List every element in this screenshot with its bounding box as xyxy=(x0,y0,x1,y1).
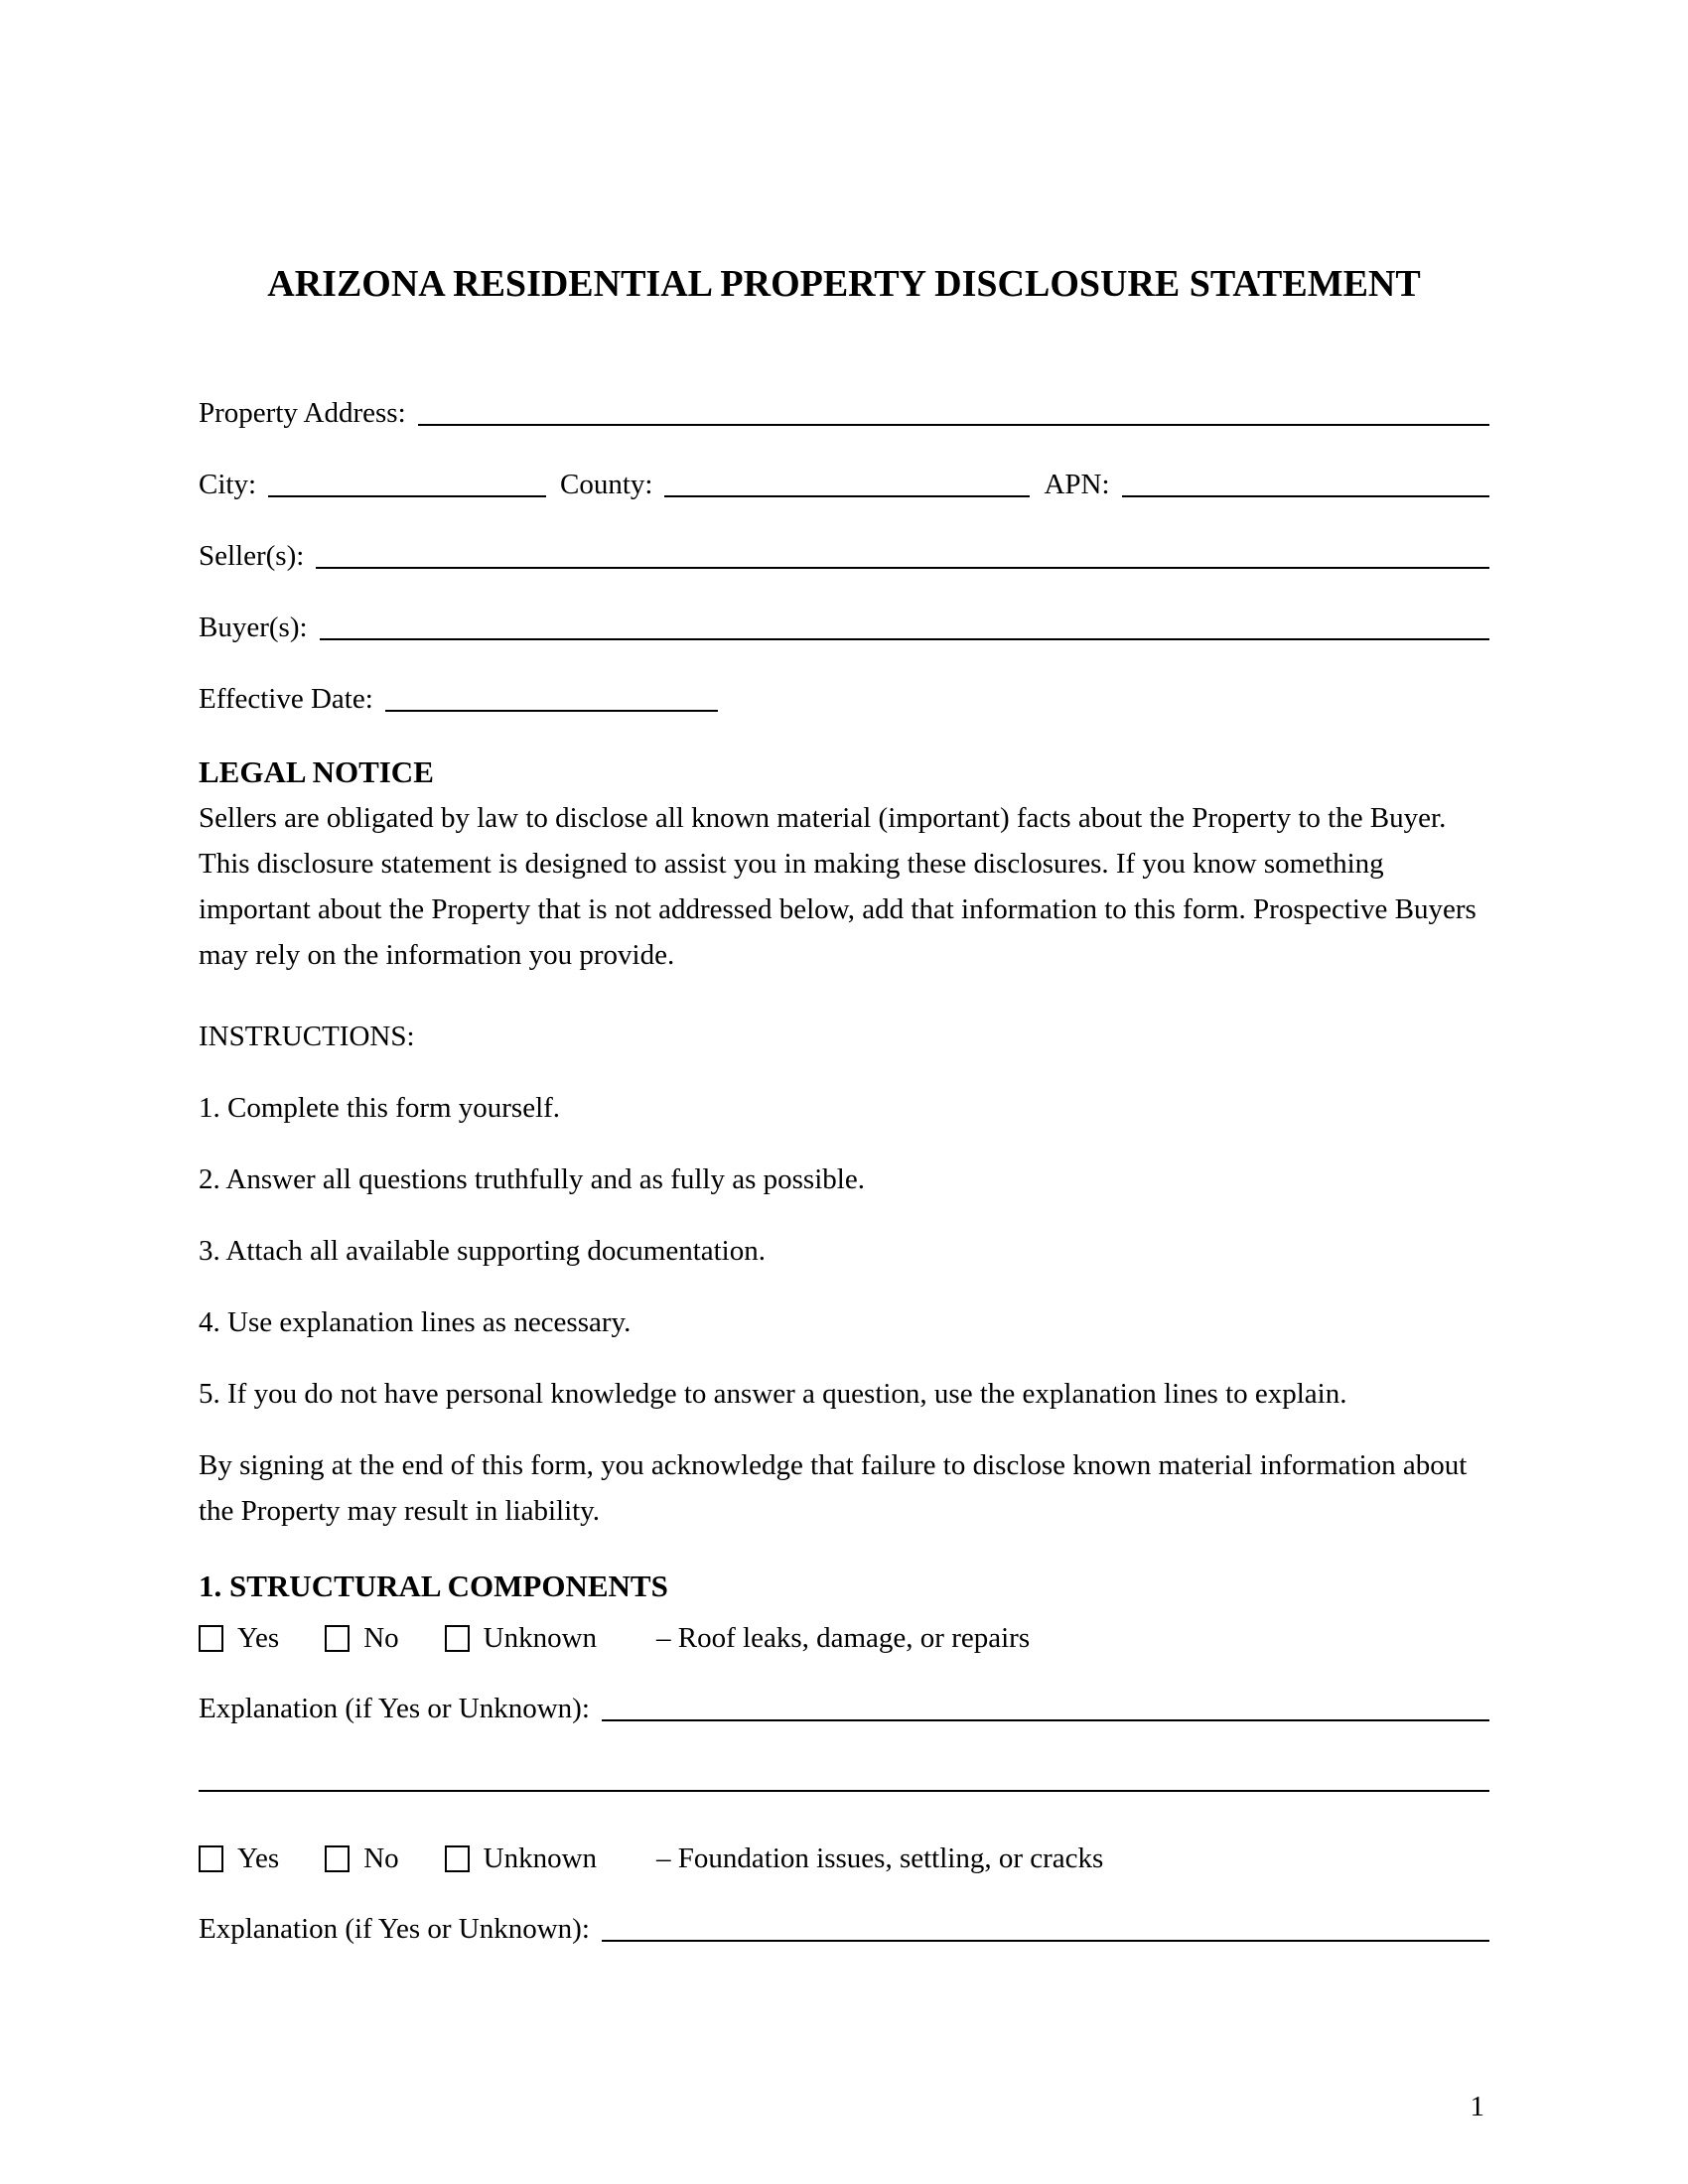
question-2-explanation-field[interactable] xyxy=(602,1939,1489,1942)
question-2-text: – Foundation issues, settling, or cracks xyxy=(656,1843,1104,1874)
apn-label: APN: xyxy=(1044,469,1110,500)
section-1-heading: 1. STRUCTURAL COMPONENTS xyxy=(199,1569,668,1603)
instruction-item-2: 2. Answer all questions truthfully and as fully as possible. xyxy=(199,1163,865,1195)
buyers-field[interactable] xyxy=(320,637,1489,640)
checkbox-yes[interactable] xyxy=(199,1625,223,1652)
question-1-option-no xyxy=(325,1615,398,1661)
sellers-label: Seller(s): xyxy=(199,540,305,572)
sellers-row xyxy=(199,536,1489,576)
question-1-explanation-field[interactable] xyxy=(602,1718,1489,1721)
checkbox-yes-label: Yes xyxy=(237,1622,280,1654)
buyers-row xyxy=(199,608,1489,647)
city-field[interactable] xyxy=(268,494,546,497)
effective-date-field[interactable] xyxy=(385,709,718,712)
city-county-apn-row xyxy=(199,465,1489,504)
instruction-item-3: 3. Attach all available supporting documentation. xyxy=(199,1235,766,1267)
apn-field[interactable] xyxy=(1122,494,1489,497)
checkbox-unknown-label: Unknown xyxy=(483,1843,598,1874)
checkbox-yes-label: Yes xyxy=(237,1843,280,1874)
buyers-label: Buyer(s): xyxy=(199,612,308,643)
question-2-option-unknown xyxy=(445,1836,597,1881)
effective-date-row xyxy=(199,679,1489,719)
county-field[interactable] xyxy=(664,494,1030,497)
question-1-explanation-continuation-line[interactable] xyxy=(199,1790,1489,1792)
instruction-item-5: 5. If you do not have personal knowledge to answer a question, use the explanation lines to explain. xyxy=(199,1378,1347,1410)
question-2-option-yes xyxy=(199,1836,279,1881)
checkbox-unknown-label: Unknown xyxy=(483,1622,598,1654)
property-address-field[interactable] xyxy=(418,423,1489,426)
legal-notice-body: Sellers are obligated by law to disclose all known material (important) facts about the Property to the Buyer. This disclosure statement is designed to assist you in making these disclosures. If you know something important about the Property that is not addressed below, add that information to this form. Prospective Buyers may rely on the information you provide. xyxy=(199,802,1477,971)
explanation-label: Explanation (if Yes or Unknown): xyxy=(199,1913,590,1945)
instruction-item-1: 1. Complete this form yourself. xyxy=(199,1092,561,1124)
question-2-option-no xyxy=(325,1836,398,1881)
checkbox-yes[interactable] xyxy=(199,1845,223,1872)
question-1-row xyxy=(199,1615,1489,1661)
effective-date-label: Effective Date: xyxy=(199,683,373,715)
explanation-label: Explanation (if Yes or Unknown): xyxy=(199,1693,590,1724)
question-1-option-yes xyxy=(199,1615,279,1661)
acknowledgement-paragraph: By signing at the end of this form, you acknowledge that failure to disclose known material information about the Property may result in liability. xyxy=(199,1449,1468,1527)
page-number: 1 xyxy=(1470,2091,1484,2122)
checkbox-no[interactable] xyxy=(325,1625,350,1652)
sellers-field[interactable] xyxy=(316,566,1489,569)
instruction-item-4: 4. Use explanation lines as necessary. xyxy=(199,1306,632,1338)
question-1-text: – Roof leaks, damage, or repairs xyxy=(656,1622,1031,1654)
question-2-row xyxy=(199,1836,1489,1881)
checkbox-no[interactable] xyxy=(325,1845,350,1872)
county-label: County: xyxy=(560,469,653,500)
checkbox-unknown[interactable] xyxy=(445,1625,470,1652)
city-label: City: xyxy=(199,469,257,500)
legal-notice-heading: LEGAL NOTICE xyxy=(199,754,434,789)
question-2-explanation-row xyxy=(199,1909,1489,1949)
property-address-label: Property Address: xyxy=(199,397,406,429)
checkbox-no-label: No xyxy=(363,1622,399,1654)
checkbox-unknown[interactable] xyxy=(445,1845,470,1872)
property-address-row xyxy=(199,393,1489,433)
page-title: ARIZONA RESIDENTIAL PROPERTY DISCLOSURE STATEMENT xyxy=(267,263,1421,305)
instructions-heading: INSTRUCTIONS: xyxy=(199,1021,415,1052)
question-1-explanation-row xyxy=(199,1689,1489,1728)
checkbox-no-label: No xyxy=(363,1843,399,1874)
question-1-option-unknown xyxy=(445,1615,597,1661)
